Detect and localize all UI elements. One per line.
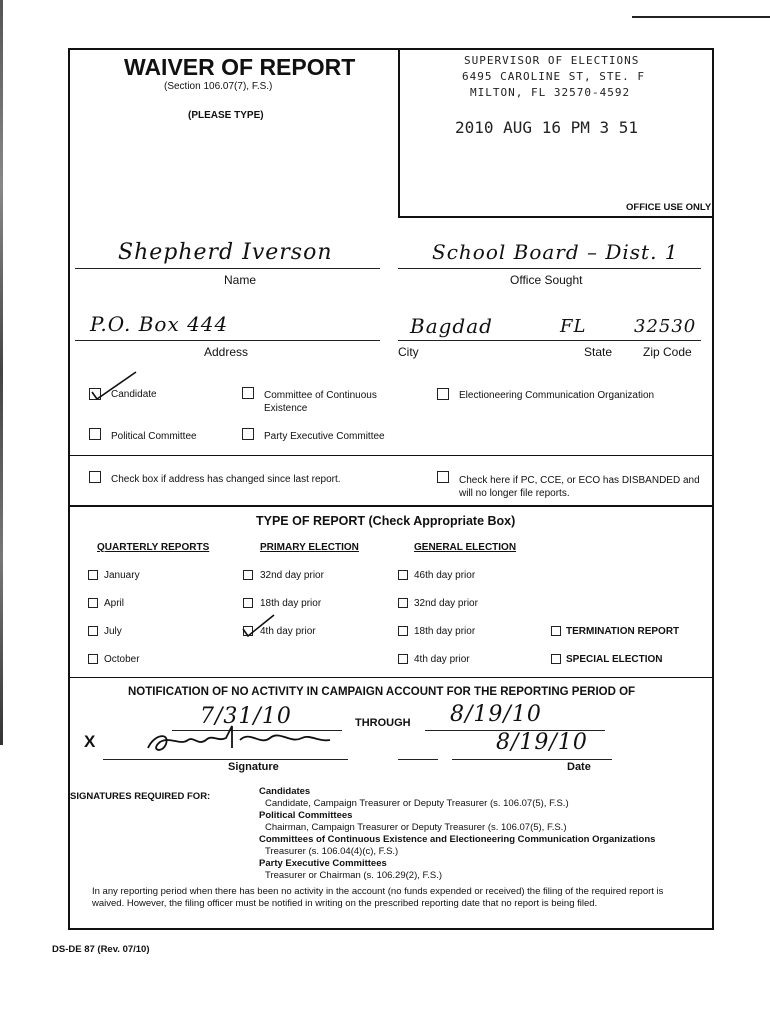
disbanded-checkbox[interactable]	[437, 471, 449, 483]
address-changed-label: Check box if address has changed since last report.	[111, 474, 341, 485]
signatures-required-label: SIGNATURES REQUIRED FOR:	[70, 791, 211, 802]
special-election-label: SPECIAL ELECTION	[566, 654, 663, 665]
office-sought-label: Office Sought	[510, 273, 583, 287]
signature-line	[103, 759, 348, 760]
january-checkbox[interactable]	[88, 570, 98, 580]
office-sought-value[interactable]: School Board – Dist. 1	[432, 240, 679, 264]
name-line	[75, 268, 380, 269]
disbanded-label: Check here if PC, CCE, or ECO has DISBANDED and will no longer file reports.	[459, 475, 700, 499]
state-label: State	[584, 345, 613, 359]
cce-eco-text: Treasurer (s. 106.04(4)(c), F.S.)	[265, 846, 399, 857]
candidate-label: Candidate	[111, 389, 157, 400]
april-label: April	[104, 598, 125, 609]
please-type-note: (PLEASE TYPE)	[188, 110, 264, 121]
general-4th-checkbox[interactable]	[398, 654, 408, 664]
stamp-line-2: 6495 CAROLINE ST, STE. F	[462, 70, 645, 83]
candidates-heading: Candidates	[259, 786, 311, 797]
pc-text: Chairman, Campaign Treasurer or Deputy Treasurer (s. 106.07(5), F.S.)	[265, 822, 567, 833]
divider-1	[70, 455, 712, 456]
general-heading: GENERAL ELECTION	[414, 542, 517, 553]
termination-label: TERMINATION REPORT	[566, 626, 680, 637]
general-4th-label: 4th day prior	[414, 654, 470, 665]
date-value[interactable]: 8/19/10	[496, 730, 588, 755]
primary-18th-label: 18th day prior	[260, 598, 322, 609]
statute-reference: (Section 106.07(7), F.S.)	[164, 81, 273, 92]
july-label: July	[104, 626, 122, 637]
signature-label: Signature	[228, 761, 279, 773]
to-date-value[interactable]: 8/19/10	[450, 702, 542, 727]
special-election-checkbox[interactable]	[551, 654, 561, 664]
office-use-label: OFFICE USE ONLY	[626, 202, 712, 213]
stamp-line-3: MILTON, FL 32570-4592	[470, 86, 631, 99]
scan-edge	[0, 0, 3, 745]
zip-value[interactable]: 32530	[634, 316, 697, 337]
city-label: City	[398, 345, 419, 359]
general-18th-label: 18th day prior	[414, 626, 476, 637]
footnote: In any reporting period when there has been no activity in the account (no funds expended or received) the filing of the required report is waived. However, the filing officer must be notified in writing on the prescribed reporting date that no report is being filed.	[92, 886, 664, 909]
signature-scribble[interactable]	[140, 720, 340, 760]
october-checkbox[interactable]	[88, 654, 98, 664]
general-32nd-label: 32nd day prior	[414, 598, 478, 609]
primary-32nd-checkbox[interactable]	[243, 570, 253, 580]
january-label: January	[104, 570, 140, 581]
office-line	[398, 268, 701, 269]
date-label: Date	[567, 761, 591, 773]
termination-checkbox[interactable]	[551, 626, 561, 636]
from-date-value[interactable]: 7/31/10	[200, 704, 292, 729]
pec-heading: Party Executive Committees	[259, 858, 387, 869]
candidates-text: Candidate, Campaign Treasurer or Deputy Treasurer (s. 106.07(5), F.S.)	[265, 798, 569, 809]
pec-text: Treasurer or Chairman (s. 106.29(2), F.S.)	[265, 870, 443, 881]
quarterly-heading: QUARTERLY REPORTS	[97, 542, 210, 553]
eco-checkbox[interactable]	[437, 388, 449, 400]
state-value[interactable]: FL	[560, 316, 587, 337]
party-exec-label: Party Executive Committee	[264, 431, 385, 442]
through-label: THROUGH	[355, 717, 411, 729]
pc-heading: Political Committees	[259, 810, 353, 821]
cce-label: Committee of Continuous Existence	[264, 390, 377, 414]
primary-heading: PRIMARY ELECTION	[260, 542, 359, 553]
divider-3	[70, 677, 712, 678]
october-label: October	[104, 654, 140, 665]
name-label: Name	[224, 273, 257, 287]
primary-18th-checkbox[interactable]	[243, 598, 253, 608]
city-state-zip-line	[398, 340, 701, 341]
cce-checkbox[interactable]	[242, 387, 254, 399]
eco-label: Electioneering Communication Organization	[459, 390, 655, 401]
general-18th-checkbox[interactable]	[398, 626, 408, 636]
city-value[interactable]: Bagdad	[410, 314, 493, 338]
primary-4th-label: 4th day prior	[260, 626, 316, 637]
address-changed-checkbox[interactable]	[89, 471, 101, 483]
report-type-heading: TYPE OF REPORT (Check Appropriate Box)	[256, 514, 516, 528]
address-line	[75, 340, 380, 341]
address-value[interactable]: P.O. Box 444	[90, 312, 229, 336]
party-exec-checkbox[interactable]	[242, 428, 254, 440]
divider-2	[70, 505, 712, 507]
date-line	[452, 759, 612, 760]
form-id: DS-DE 87 (Rev. 07/10)	[52, 944, 150, 955]
general-32nd-checkbox[interactable]	[398, 598, 408, 608]
july-checkbox[interactable]	[88, 626, 98, 636]
address-label: Address	[204, 345, 249, 359]
april-checkbox[interactable]	[88, 598, 98, 608]
primary-32nd-label: 32nd day prior	[260, 570, 324, 581]
top-rule	[632, 16, 770, 18]
general-46th-checkbox[interactable]	[398, 570, 408, 580]
received-stamp: 2010 AUG 16 PM 3 51	[455, 118, 639, 137]
political-committee-checkbox[interactable]	[89, 428, 101, 440]
form-title: WAIVER OF REPORT	[124, 54, 356, 80]
date-line-left	[398, 759, 438, 760]
zip-label: Zip Code	[643, 345, 692, 359]
notification-heading: NOTIFICATION OF NO ACTIVITY IN CAMPAIGN ACCOUNT FOR THE REPORTING PERIOD OF	[128, 686, 636, 698]
general-46th-label: 46th day prior	[414, 570, 476, 581]
political-committee-label: Political Committee	[111, 431, 197, 442]
stamp-line-1: SUPERVISOR OF ELECTIONS	[464, 54, 640, 67]
cce-eco-heading: Committees of Continuous Existence and Electioneering Communication Organizations	[259, 834, 656, 845]
x-mark: X	[84, 732, 96, 751]
name-value[interactable]: Shepherd Iverson	[118, 240, 333, 265]
